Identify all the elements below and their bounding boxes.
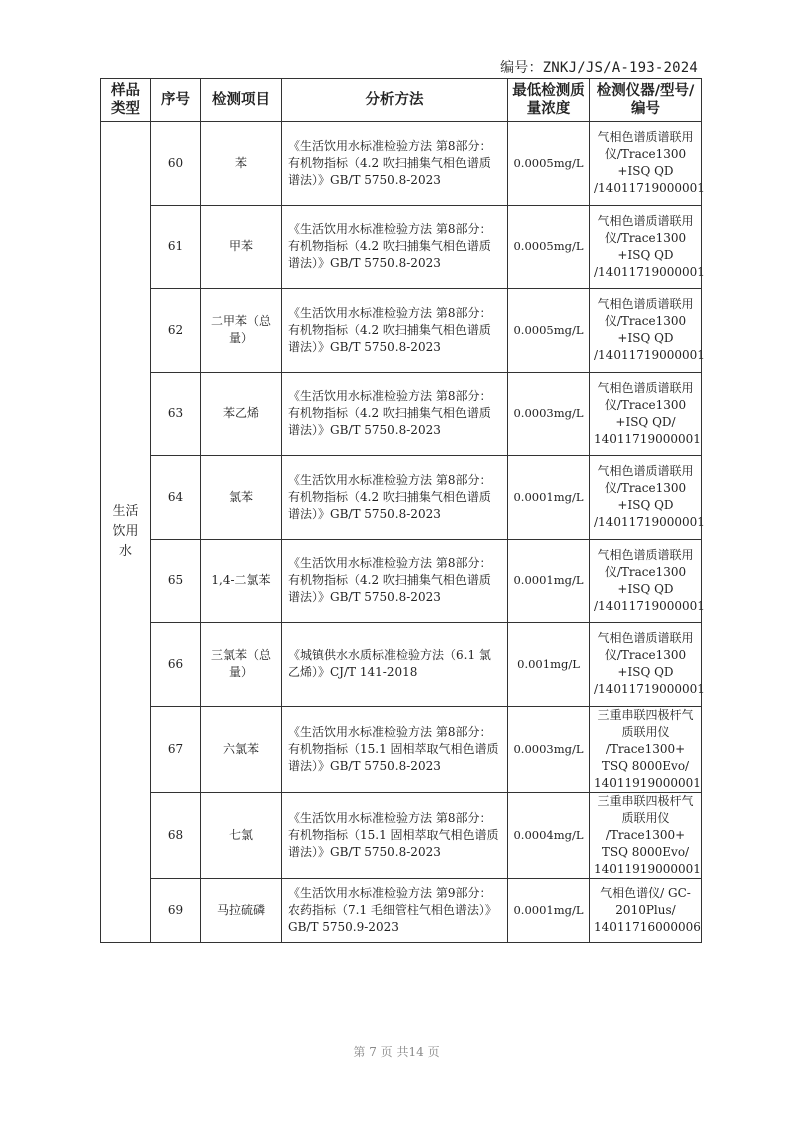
sample-type-cell: 生活饮用水 [101, 122, 151, 943]
item-cell: 三氯苯（总量） [201, 623, 282, 707]
table-row [101, 122, 702, 206]
method-cell: 《生活饮用水标准检验方法 第8部分：有机物指标（4.2 吹扫捕集气相色谱质谱法）》GB/T 5750.8-2023 [282, 372, 508, 456]
seq-cell: 62 [151, 289, 201, 373]
table-row [101, 706, 702, 792]
seq-cell: 66 [151, 623, 201, 707]
seq-cell: 69 [151, 878, 201, 942]
limit-cell: 0.001mg/L [508, 623, 590, 707]
instrument-cell: 气相色谱质谱联用仪/Trace1300 +ISQ QD/ 14011719000001 [590, 372, 702, 456]
header-instrument: 检测仪器/型号/编号 [590, 79, 702, 122]
method-cell: 《生活饮用水标准检验方法 第8部分：有机物指标（15.1 固相萃取气相色谱质谱法）》GB/T 5750.8-2023 [282, 706, 508, 792]
instrument-cell: 气相色谱质谱联用仪/Trace1300 +ISQ QD /14011719000001 [590, 623, 702, 707]
method-cell: 《生活饮用水标准检验方法 第8部分：有机物指标（15.1 固相萃取气相色谱质谱法）》GB/T 5750.8-2023 [282, 792, 508, 878]
seq-cell: 68 [151, 792, 201, 878]
limit-cell: 0.0001mg/L [508, 456, 590, 540]
table-row [101, 539, 702, 623]
header-item: 检测项目 [201, 79, 282, 122]
seq-cell: 65 [151, 539, 201, 623]
limit-cell: 0.0004mg/L [508, 792, 590, 878]
header-method: 分析方法 [282, 79, 508, 122]
document-number: 编号：ZNKJ/JS/A-193-2024 [500, 60, 698, 76]
method-cell: 《生活饮用水标准检验方法 第9部分：农药指标（7.1 毛细管柱气相色谱法）》GB/T 5750.9-2023 [282, 878, 508, 942]
limit-cell: 0.0005mg/L [508, 122, 590, 206]
item-cell: 苯乙烯 [201, 372, 282, 456]
item-cell: 六氯苯 [201, 706, 282, 792]
method-cell: 《生活饮用水标准检验方法 第8部分：有机物指标（4.2 吹扫捕集气相色谱质谱法）》GB/T 5750.8-2023 [282, 289, 508, 373]
table-row [101, 792, 702, 878]
method-cell: 《生活饮用水标准检验方法 第8部分：有机物指标（4.2 吹扫捕集气相色谱质谱法）》GB/T 5750.8-2023 [282, 205, 508, 289]
item-cell: 马拉硫磷 [201, 878, 282, 942]
instrument-cell: 三重串联四极杆气质联用仪 /Trace1300+ TSQ 8000Evo/ 14011919000001 [590, 706, 702, 792]
table-row [101, 372, 702, 456]
limit-cell: 0.0005mg/L [508, 205, 590, 289]
item-cell: 氯苯 [201, 456, 282, 540]
method-cell: 《生活饮用水标准检验方法 第8部分：有机物指标（4.2 吹扫捕集气相色谱质谱法）》GB/T 5750.8-2023 [282, 539, 508, 623]
page-indicator: 第 7 页 共14 页 [353, 1045, 440, 1059]
method-cell: 《生活饮用水标准检验方法 第8部分：有机物指标（4.2 吹扫捕集气相色谱质谱法）》GB/T 5750.8-2023 [282, 122, 508, 206]
item-cell: 二甲苯（总量） [201, 289, 282, 373]
instrument-cell: 气相色谱质谱联用仪/Trace1300 +ISQ QD /14011719000001 [590, 122, 702, 206]
item-cell: 七氯 [201, 792, 282, 878]
instrument-cell: 气相色谱质谱联用仪/Trace1300 +ISQ QD /14011719000001 [590, 456, 702, 540]
table-row [101, 289, 702, 373]
table-header-row [101, 79, 702, 122]
limit-cell: 0.0005mg/L [508, 289, 590, 373]
header-detection-limit: 最低检测质量浓度 [508, 79, 590, 122]
seq-cell: 61 [151, 205, 201, 289]
header-seq: 序号 [151, 79, 201, 122]
test-items-table [100, 78, 705, 943]
item-cell: 苯 [201, 122, 282, 206]
instrument-cell: 气相色谱质谱联用仪/Trace1300 +ISQ QD /14011719000001 [590, 205, 702, 289]
seq-cell: 64 [151, 456, 201, 540]
seq-cell: 63 [151, 372, 201, 456]
limit-cell: 0.0001mg/L [508, 878, 590, 942]
item-cell: 甲苯 [201, 205, 282, 289]
limit-cell: 0.0001mg/L [508, 539, 590, 623]
instrument-cell: 气相色谱质谱联用仪/Trace1300 +ISQ QD /14011719000001 [590, 539, 702, 623]
limit-cell: 0.0003mg/L [508, 706, 590, 792]
seq-cell: 60 [151, 122, 201, 206]
limit-cell: 0.0003mg/L [508, 372, 590, 456]
method-cell: 《生活饮用水标准检验方法 第8部分：有机物指标（4.2 吹扫捕集气相色谱质谱法）》GB/T 5750.8-2023 [282, 456, 508, 540]
seq-cell: 67 [151, 706, 201, 792]
table-row [101, 456, 702, 540]
table-row [101, 623, 702, 707]
header-sample-type: 样品类型 [101, 79, 151, 122]
instrument-cell: 气相色谱仪/ GC-2010Plus/ 14011716000006 [590, 878, 702, 942]
method-cell: 《城镇供水水质标准检验方法（6.1 氯乙烯）》CJ/T 141-2018 [282, 623, 508, 707]
instrument-cell: 气相色谱质谱联用仪/Trace1300 +ISQ QD /14011719000001 [590, 289, 702, 373]
table-row [101, 205, 702, 289]
instrument-cell: 三重串联四极杆气质联用仪 /Trace1300+ TSQ 8000Evo/ 14011919000001 [590, 792, 702, 878]
item-cell: 1,4-二氯苯 [201, 539, 282, 623]
table-row [101, 878, 702, 942]
